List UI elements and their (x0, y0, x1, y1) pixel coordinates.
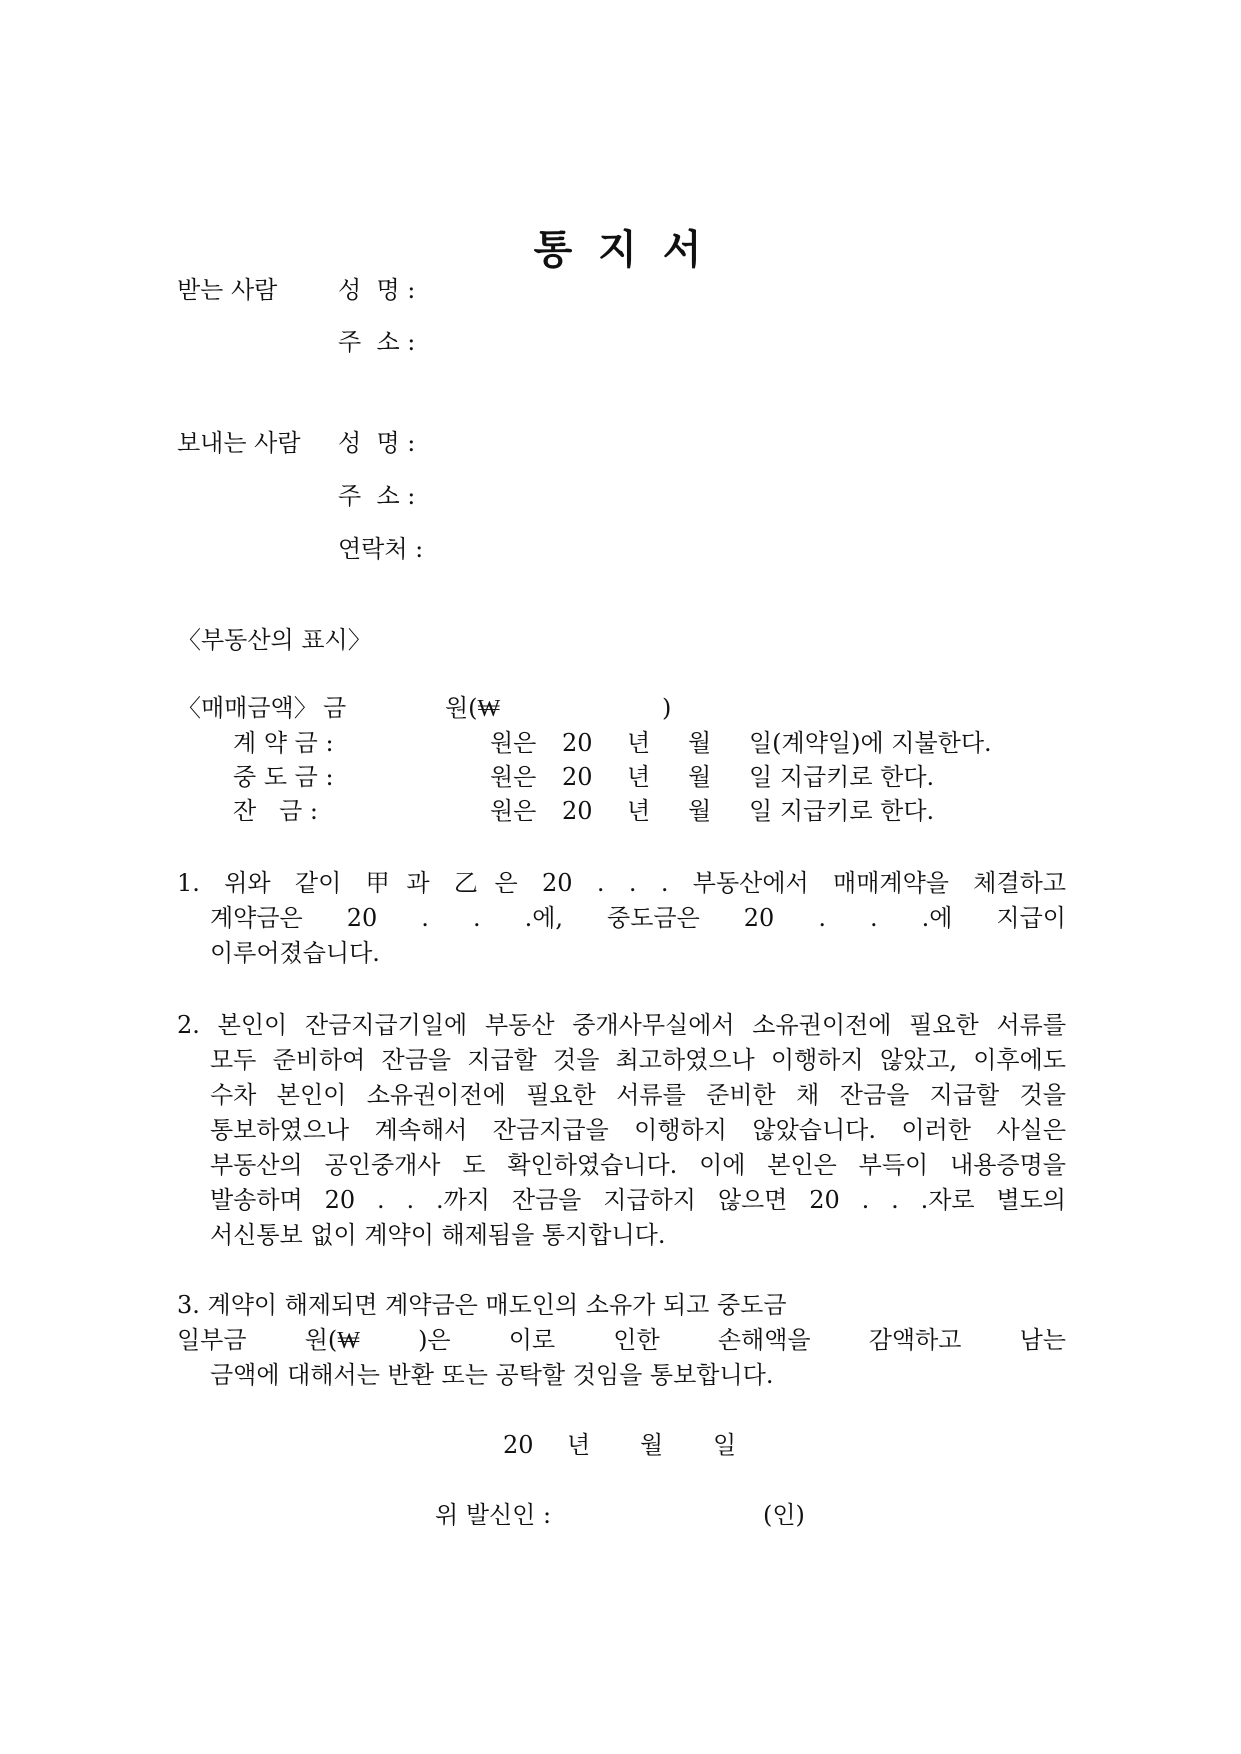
balance-nyeon: 년 (627, 797, 651, 825)
date-nyeon: 년 (567, 1431, 591, 1459)
property-heading: 〈부동산의 표시〉 (177, 626, 372, 654)
clause2-line: 발송하며 20 . . .까지 잔금을 지급하지 않으면 20 . . .자로 별도의 (210, 1186, 1066, 1214)
balance-won: 원은 (490, 797, 537, 825)
date-wol: 월 (640, 1431, 664, 1459)
clause2-line: 수차 본인이 소유권이전에 필요한 서류를 준비한 채 잔금을 지급할 것을 (210, 1081, 1066, 1109)
deposit-won: 원은 (490, 729, 537, 757)
sender-name-label: 성 명 : (338, 429, 416, 457)
interim-year: 20 (562, 763, 593, 791)
clause3-line: 일부금 원(₩ )은 이로 인한 손해액을 감액하고 남는 (177, 1326, 1066, 1354)
deposit-label: 계 약 금 : (233, 729, 334, 757)
price-amount-label: 금 (323, 694, 347, 722)
recipient-address-label: 주 소 : (338, 328, 416, 356)
balance-wol: 월 (688, 797, 712, 825)
clause1-line: 1. 위와 같이 甲과 乙은 20 . . . 부동산에서 매매계약을 체결하고 (177, 869, 1066, 897)
clause2-line: 모두 준비하여 잔금을 지급할 것을 최고하였으나 이행하지 않았고, 이후에도 (210, 1046, 1066, 1074)
clause2-line: 2. 본인이 잔금지급기일에 부동산 중개사무실에서 소유권이전에 필요한 서류를 (177, 1011, 1066, 1039)
price-close-paren: ) (662, 694, 672, 722)
clause3-line: 3. 계약이 해제되면 계약금은 매도인의 소유가 되고 중도금 (177, 1291, 787, 1319)
deposit-year: 20 (562, 729, 593, 757)
clause1-line: 이루어졌습니다. (210, 939, 380, 967)
clause2-line: 통보하였으나 계속해서 잔금지급을 이행하지 않았습니다. 이러한 사실은 (210, 1116, 1066, 1144)
recipient-name-label: 성 명 : (338, 276, 416, 304)
deposit-wol: 월 (688, 729, 712, 757)
document-title: 통 지 서 (533, 226, 708, 273)
seal-mark: (인) (763, 1501, 805, 1529)
clause2-line: 부동산의 공인중개사 도 확인하였습니다. 이에 본인은 부득이 내용증명을 (210, 1151, 1066, 1179)
balance-day-text: 일 지급키로 한다. (749, 797, 935, 825)
sender-label: 보내는 사람 (177, 429, 301, 457)
interim-won: 원은 (490, 763, 537, 791)
sender-address-label: 주 소 : (338, 482, 416, 510)
price-heading: 〈매매금액〉 (177, 694, 318, 722)
sender-signature-label: 위 발신인 : (435, 1501, 552, 1529)
date-il: 일 (713, 1431, 737, 1459)
balance-label: 잔 금 : (233, 797, 318, 825)
clause1-line: 계약금은 20 . . .에, 중도금은 20 . . .에 지급이 (210, 904, 1066, 932)
price-won-label: 원(₩ (445, 694, 501, 722)
interim-wol: 월 (688, 763, 712, 791)
clause3-line: 금액에 대해서는 반환 또는 공탁할 것임을 통보합니다. (210, 1361, 774, 1389)
interim-nyeon: 년 (627, 763, 651, 791)
deposit-nyeon: 년 (627, 729, 651, 757)
interim-day-text: 일 지급키로 한다. (749, 763, 935, 791)
clause2-line: 서신통보 없이 계약이 해제됨을 통지합니다. (210, 1221, 666, 1249)
balance-year: 20 (562, 797, 593, 825)
sender-contact-label: 연락처 : (338, 535, 424, 563)
recipient-label: 받는 사람 (177, 276, 278, 304)
date-year: 20 (503, 1431, 534, 1459)
deposit-day-text: 일(계약일)에 지불한다. (749, 729, 992, 757)
interim-label: 중 도 금 : (233, 763, 334, 791)
